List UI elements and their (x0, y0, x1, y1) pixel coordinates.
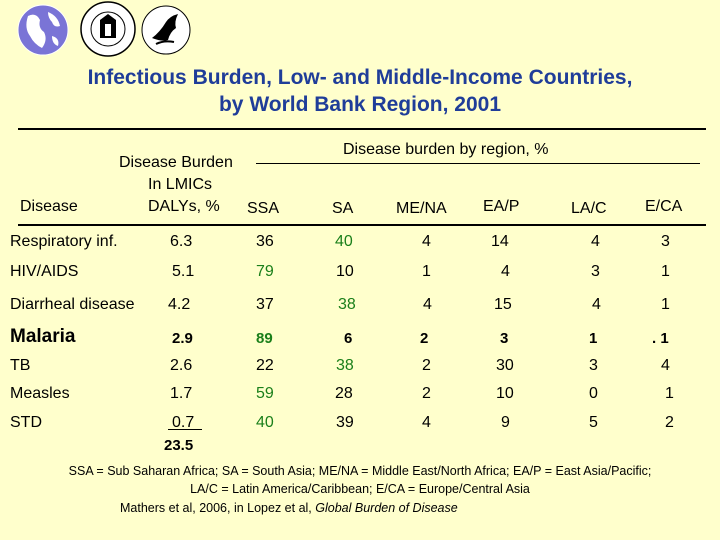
abbreviation-legend (0, 462, 720, 498)
header-burden-line-1: Disease Burden (119, 154, 233, 171)
cell-eca: 1 (661, 296, 670, 313)
header-divider (18, 224, 706, 226)
cell-eap: 14 (491, 233, 509, 250)
row-burden-value: 2.6 (170, 357, 193, 374)
cell-eap: 30 (496, 357, 514, 374)
legend-line-1: SSA = Sub Saharan Africa; SA = South Asia; ME/NA = Middle East/North Africa; EA/P = East Asia/Pacific; (68, 464, 652, 478)
header-region-ssa: SSA (247, 200, 280, 217)
title-line-1: Infectious Burden, Low- and Middle-Income Countries, (87, 66, 633, 89)
cell-sa: 10 (336, 263, 354, 280)
cell-eap: 4 (501, 263, 510, 280)
row-disease-label: Malaria (10, 326, 76, 347)
cell-lac: 3 (589, 357, 598, 374)
cell-sa: 38 (338, 296, 356, 313)
row-disease-label: Respiratory inf. (10, 233, 118, 250)
cell-lac: 4 (592, 296, 601, 313)
cell-ssa: 40 (256, 414, 274, 431)
cell-sa: 39 (336, 414, 354, 431)
cell-eca: 3 (661, 233, 670, 250)
header-region-eap: EA/P (483, 198, 520, 215)
cell-ssa: 59 (256, 385, 274, 402)
cell-sa: 28 (335, 385, 353, 402)
cell-mena: 1 (422, 263, 431, 280)
cell-eca: . 1 (652, 330, 669, 347)
cell-ssa: 79 (256, 263, 274, 280)
hhs-eagle-logo-icon (140, 2, 192, 58)
cell-mena: 2 (420, 330, 429, 347)
cell-eap: 15 (494, 296, 512, 313)
header-region-mena: ME/NA (396, 200, 447, 217)
cell-eca: 4 (661, 357, 670, 374)
title-line-2: by World Bank Region, 2001 (218, 93, 501, 116)
legend-line-2: LA/C = Latin America/Caribbean; E/CA = Europe/Central Asia (190, 482, 530, 496)
globe-logo-icon (14, 2, 72, 58)
cell-mena: 2 (422, 357, 431, 374)
header-burden-line-3: DALYs, % (148, 198, 220, 215)
burden-total: 23.5 (164, 437, 194, 454)
cell-mena: 2 (422, 385, 431, 402)
row-burden-value: 6.3 (170, 233, 193, 250)
cell-eap: 10 (496, 385, 514, 402)
citation-book-title: Global Burden of Disease (315, 501, 458, 515)
row-disease-label: Measles (10, 385, 70, 402)
cell-mena: 4 (423, 296, 432, 313)
cell-sa: 40 (335, 233, 353, 250)
cell-eca: 2 (665, 414, 674, 431)
row-disease-label: HIV/AIDS (10, 263, 79, 280)
row-burden-value: 4.2 (168, 296, 191, 313)
cell-lac: 3 (591, 263, 600, 280)
row-disease-label: STD (10, 414, 42, 431)
header-disease: Disease (20, 198, 78, 215)
row-disease-label: TB (10, 357, 31, 374)
header-region-eca: E/CA (645, 198, 683, 215)
header-burden-line-2: In LMICs (148, 176, 213, 193)
citation-text: Mathers et al, 2006, in Lopez et al, (120, 501, 316, 515)
cell-lac: 5 (589, 414, 598, 431)
nih-seal-logo (78, 0, 138, 58)
row-burden-value: 5.1 (172, 263, 195, 280)
cell-sa: 6 (344, 330, 353, 347)
cell-eap: 3 (500, 330, 509, 347)
cell-eca: 1 (661, 263, 670, 280)
row-burden-value: 1.7 (170, 385, 193, 402)
cell-sa: 38 (336, 357, 354, 374)
region-group-rule (256, 163, 700, 164)
row-burden-value: 0.7 (172, 414, 195, 431)
page-title (0, 64, 720, 118)
cell-mena: 4 (422, 414, 431, 431)
cell-lac: 4 (591, 233, 600, 250)
source-citation (120, 501, 458, 515)
cell-ssa: 89 (256, 330, 273, 347)
cell-eca: 1 (665, 385, 674, 402)
header-region-group: Disease burden by region, % (343, 141, 549, 158)
cell-ssa: 36 (256, 233, 274, 250)
cell-ssa: 22 (256, 357, 274, 374)
header-region-sa: SA (332, 200, 354, 217)
cell-eap: 9 (501, 414, 510, 431)
cell-lac: 0 (589, 385, 598, 402)
title-divider (18, 128, 706, 130)
header-region-lac: LA/C (571, 200, 607, 217)
cell-lac: 1 (589, 330, 598, 347)
row-disease-label: Diarrheal disease (10, 296, 135, 313)
cell-ssa: 37 (256, 296, 274, 313)
cell-mena: 4 (422, 233, 431, 250)
row-burden-value: 2.9 (172, 330, 193, 347)
